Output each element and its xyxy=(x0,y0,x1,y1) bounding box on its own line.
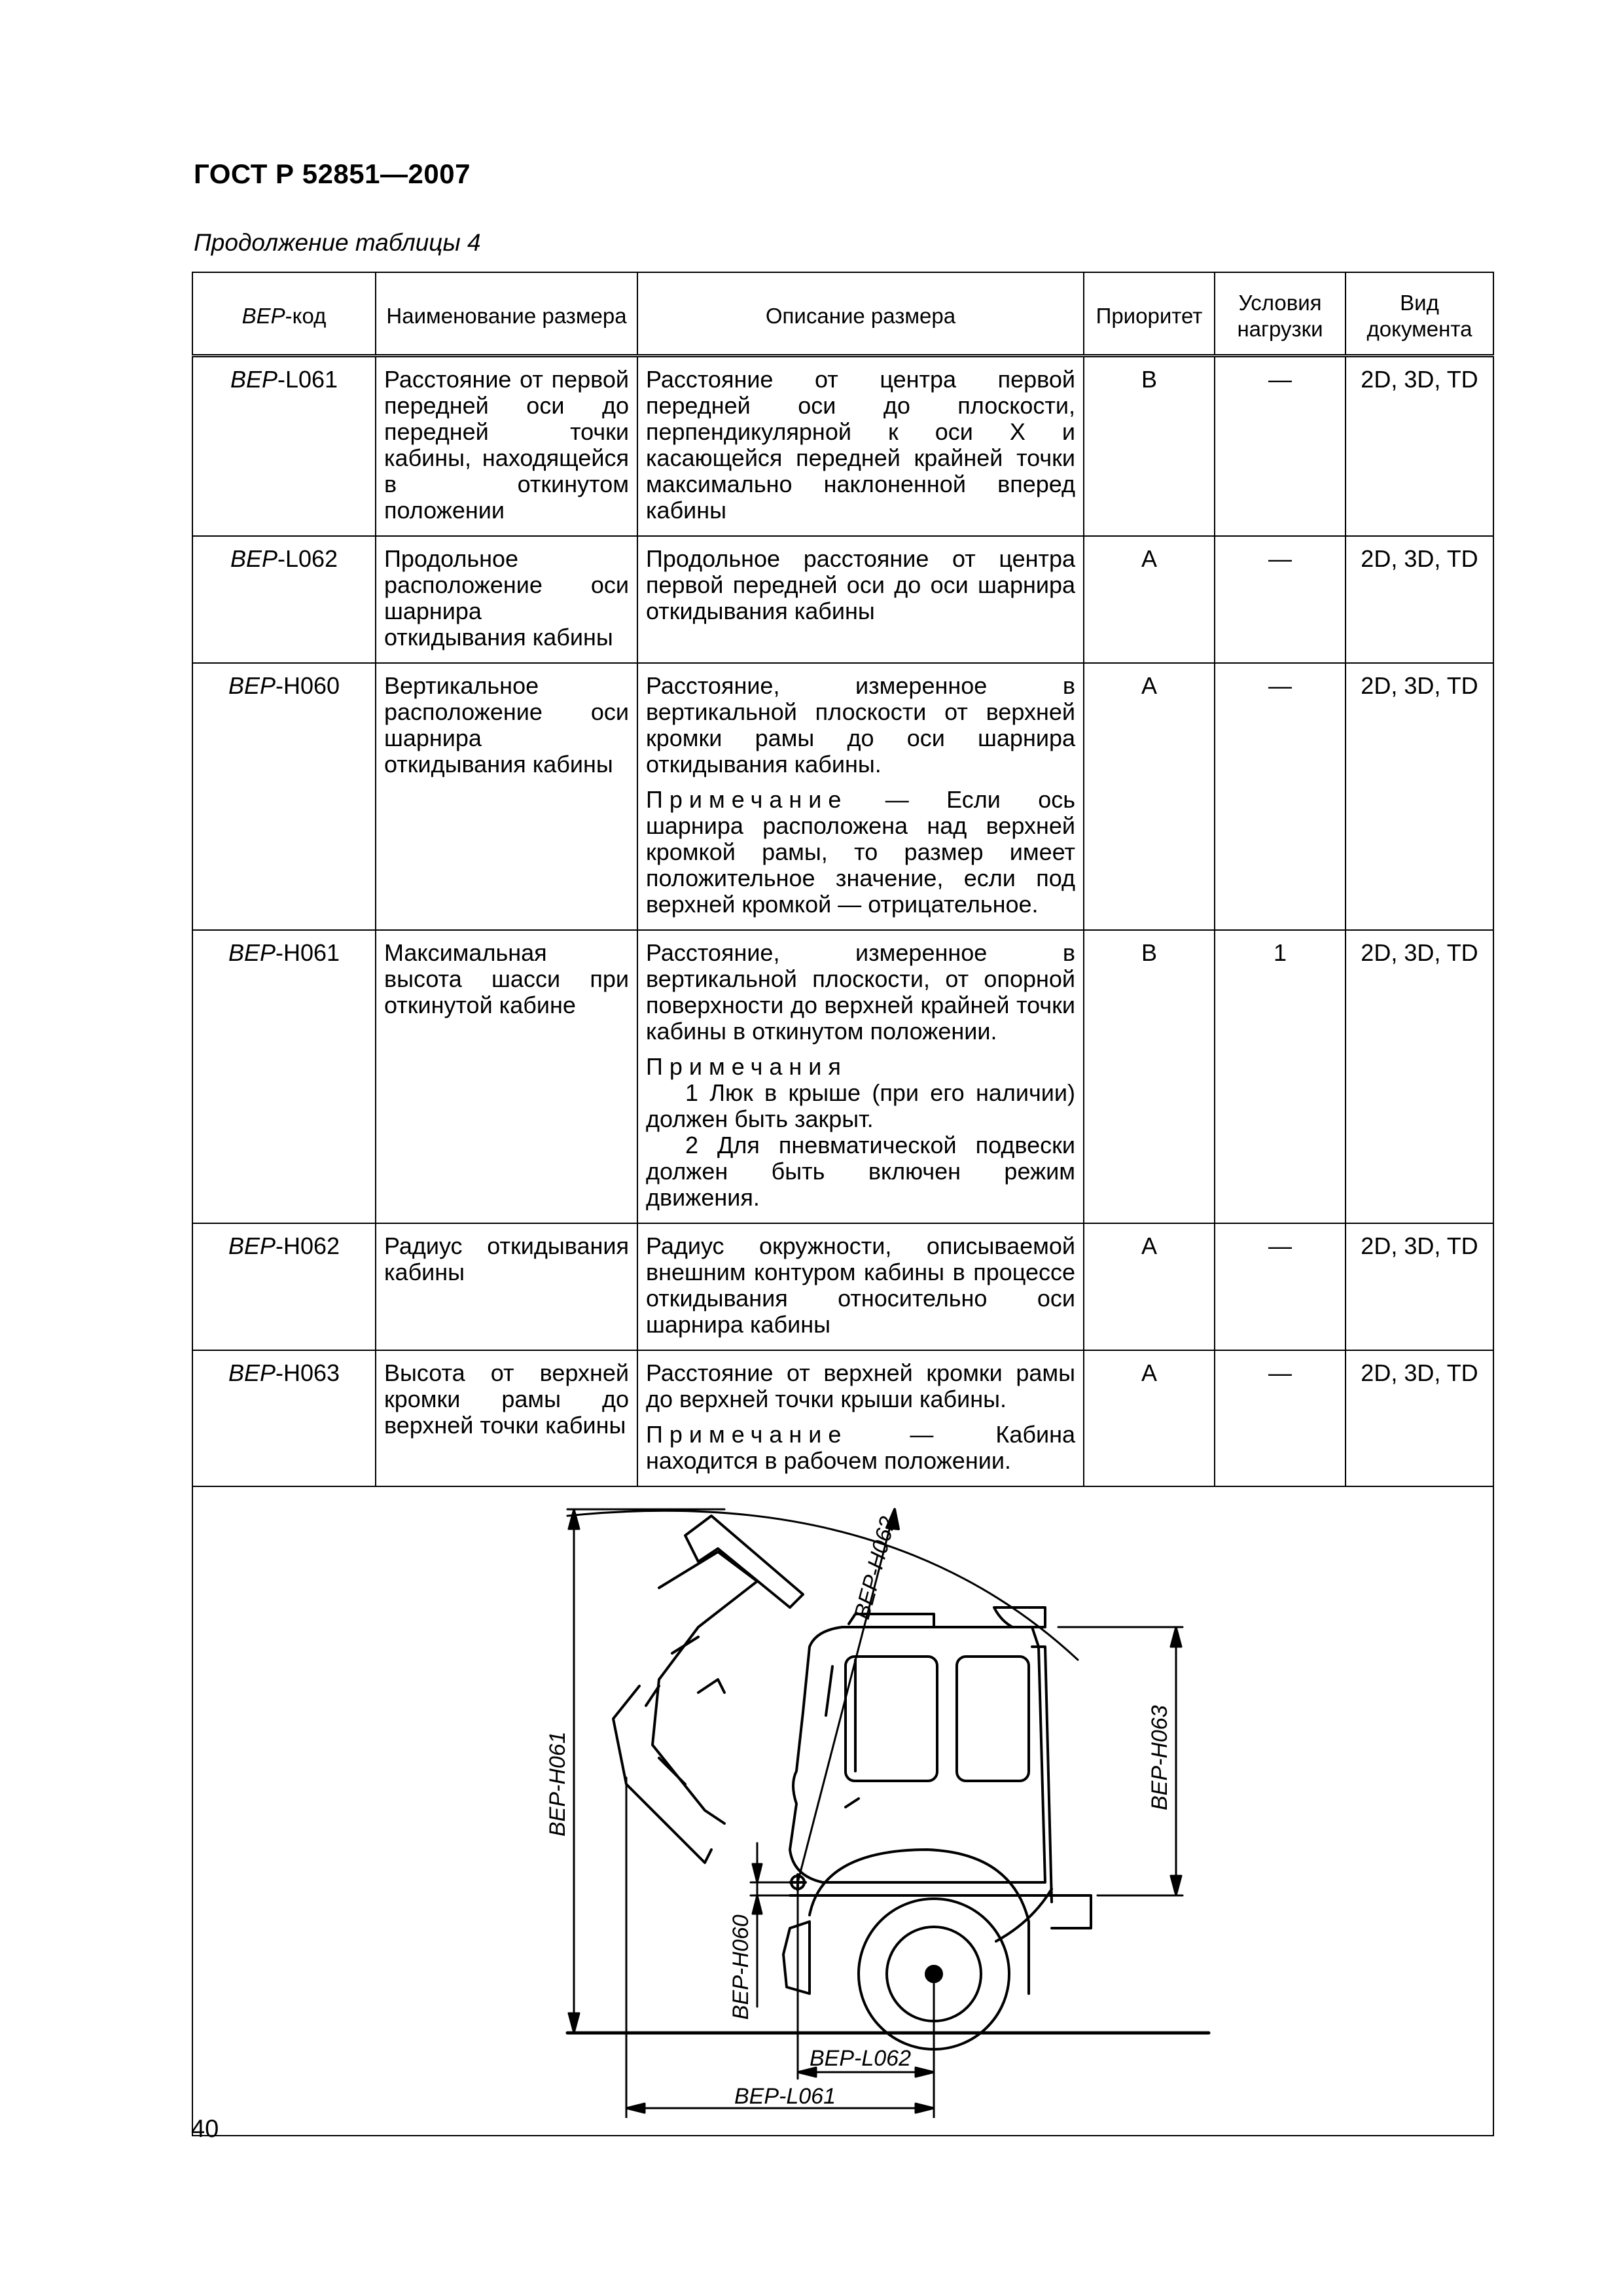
table-row xyxy=(192,536,1493,663)
row-code: BEP-L061 xyxy=(192,356,376,537)
table-caption: Продолжение таблицы 4 xyxy=(194,229,481,256)
row-code: BEP-H063 xyxy=(192,1350,376,1486)
row-priority: A xyxy=(1084,1223,1215,1350)
page-number: 40 xyxy=(191,2115,219,2143)
h060-dimension xyxy=(751,1843,790,2007)
row-doc-type: 2D, 3D, TD xyxy=(1346,356,1493,537)
row-doc-type: 2D, 3D, TD xyxy=(1346,1350,1493,1486)
row-priority: B xyxy=(1084,356,1215,537)
tilted-cab xyxy=(613,1516,803,1863)
header-load: Условия нагрузки xyxy=(1215,272,1346,356)
row-name: Продольное расположение оси шарнира откидывания кабины xyxy=(376,536,637,663)
row-name: Максимальная высота шасси при откинутой кабине xyxy=(376,930,637,1223)
row-name: Вертикальное расположение оси шарнира откидывания кабины xyxy=(376,663,637,930)
row-note: Примечание — Если ось шарнира расположена над верхней кромкой рамы, то размер имеет положительное значение, если под верхней кромкой — отрицательное. xyxy=(646,786,1075,918)
figure-cell xyxy=(192,1486,1493,2136)
table-header-row xyxy=(192,272,1493,356)
table-row xyxy=(192,930,1493,1223)
table-row xyxy=(192,1223,1493,1350)
row-priority: B xyxy=(1084,930,1215,1223)
h063-label: BEP-H063 xyxy=(1147,1705,1172,1810)
row-priority: A xyxy=(1084,536,1215,663)
header-desc: Описание размера xyxy=(637,272,1084,356)
header-priority: Приоритет xyxy=(1084,272,1215,356)
row-desc xyxy=(637,1350,1084,1486)
row-doc-type: 2D, 3D, TD xyxy=(1346,930,1493,1223)
row-load: — xyxy=(1215,536,1346,663)
row-note-1: 1 Люк в крыше (при его наличии) должен быть закрыт. xyxy=(646,1079,1075,1132)
h061-dimension xyxy=(567,1509,724,2033)
document-header: ГОСТ Р 52851—2007 xyxy=(194,158,471,189)
table-row xyxy=(192,663,1493,930)
row-load: — xyxy=(1215,1223,1346,1350)
row-load: 1 xyxy=(1215,930,1346,1223)
row-code: BEP-H062 xyxy=(192,1223,376,1350)
row-note-title: Примечания xyxy=(646,1053,847,1080)
row-desc-main: Расстояние от верхней кромки рамы до верхней точки крыши кабины. xyxy=(646,1359,1075,1412)
h061-label: BEP-H061 xyxy=(545,1731,570,1837)
row-name: Высота от верхней кромки рамы до верхней точки кабины xyxy=(376,1350,637,1486)
row-code: BEP-H061 xyxy=(192,930,376,1223)
row-priority: A xyxy=(1084,1350,1215,1486)
row-name: Расстояние от первой передней оси до передней точки кабины, находящейся в откинутом положении xyxy=(376,356,637,537)
l061-label: BEP-L061 xyxy=(734,2084,836,2109)
figure-row xyxy=(192,1486,1493,2136)
row-desc-main: Расстояние, измеренное в вертикальной плоскости от верхней кромки рамы до оси шарнира откидывания кабины. xyxy=(646,672,1075,778)
row-doc-type: 2D, 3D, TD xyxy=(1346,1223,1493,1350)
row-name: Радиус откидывания кабины xyxy=(376,1223,637,1350)
header-name: Наименование размера xyxy=(376,272,637,356)
h060-label: BEP-H060 xyxy=(728,1914,753,2020)
row-load: — xyxy=(1215,663,1346,930)
row-note: Примечание — Кабина находится в рабочем положении. xyxy=(646,1421,1075,1474)
row-desc-main: Расстояние, измеренное в вертикальной плоскости, от опорной поверхности до верхней крайней точки кабины в откинутом положении. xyxy=(646,939,1075,1045)
row-desc xyxy=(637,663,1084,930)
tilt-radius-arc xyxy=(567,1511,1078,1660)
row-load: — xyxy=(1215,356,1346,537)
header-doc-type: Вид документа xyxy=(1346,272,1493,356)
row-note-2: 2 Для пневматической подвески должен быть включен режим движения. xyxy=(646,1132,1075,1211)
l062-label: BEP-L062 xyxy=(810,2046,911,2071)
dimensions-table xyxy=(192,272,1494,2136)
row-desc: Радиус окружности, описываемой внешним контуром кабины в процессе откидывания относительно оси шарнира кабины xyxy=(637,1223,1084,1350)
row-desc xyxy=(637,930,1084,1223)
row-load: — xyxy=(1215,1350,1346,1486)
row-doc-type: 2D, 3D, TD xyxy=(1346,536,1493,663)
upright-cab xyxy=(790,1607,1052,1902)
row-code: BEP-H060 xyxy=(192,663,376,930)
header-code: BEP-код xyxy=(192,272,376,356)
row-desc: Расстояние от центра первой передней оси до плоскости, перпендикулярной к оси X и касающейся передней крайней точки максимально наклоненной вперед кабины xyxy=(637,356,1084,537)
cab-tilt-diagram xyxy=(201,1496,1502,2118)
table-row xyxy=(192,1350,1493,1486)
h062-label: BEP-H062 xyxy=(849,1514,901,1623)
row-desc: Продольное расстояние от центра первой передней оси до оси шарнира откидывания кабины xyxy=(637,536,1084,663)
row-doc-type: 2D, 3D, TD xyxy=(1346,663,1493,930)
row-priority: A xyxy=(1084,663,1215,930)
table-row xyxy=(192,356,1493,537)
row-code: BEP-L062 xyxy=(192,536,376,663)
